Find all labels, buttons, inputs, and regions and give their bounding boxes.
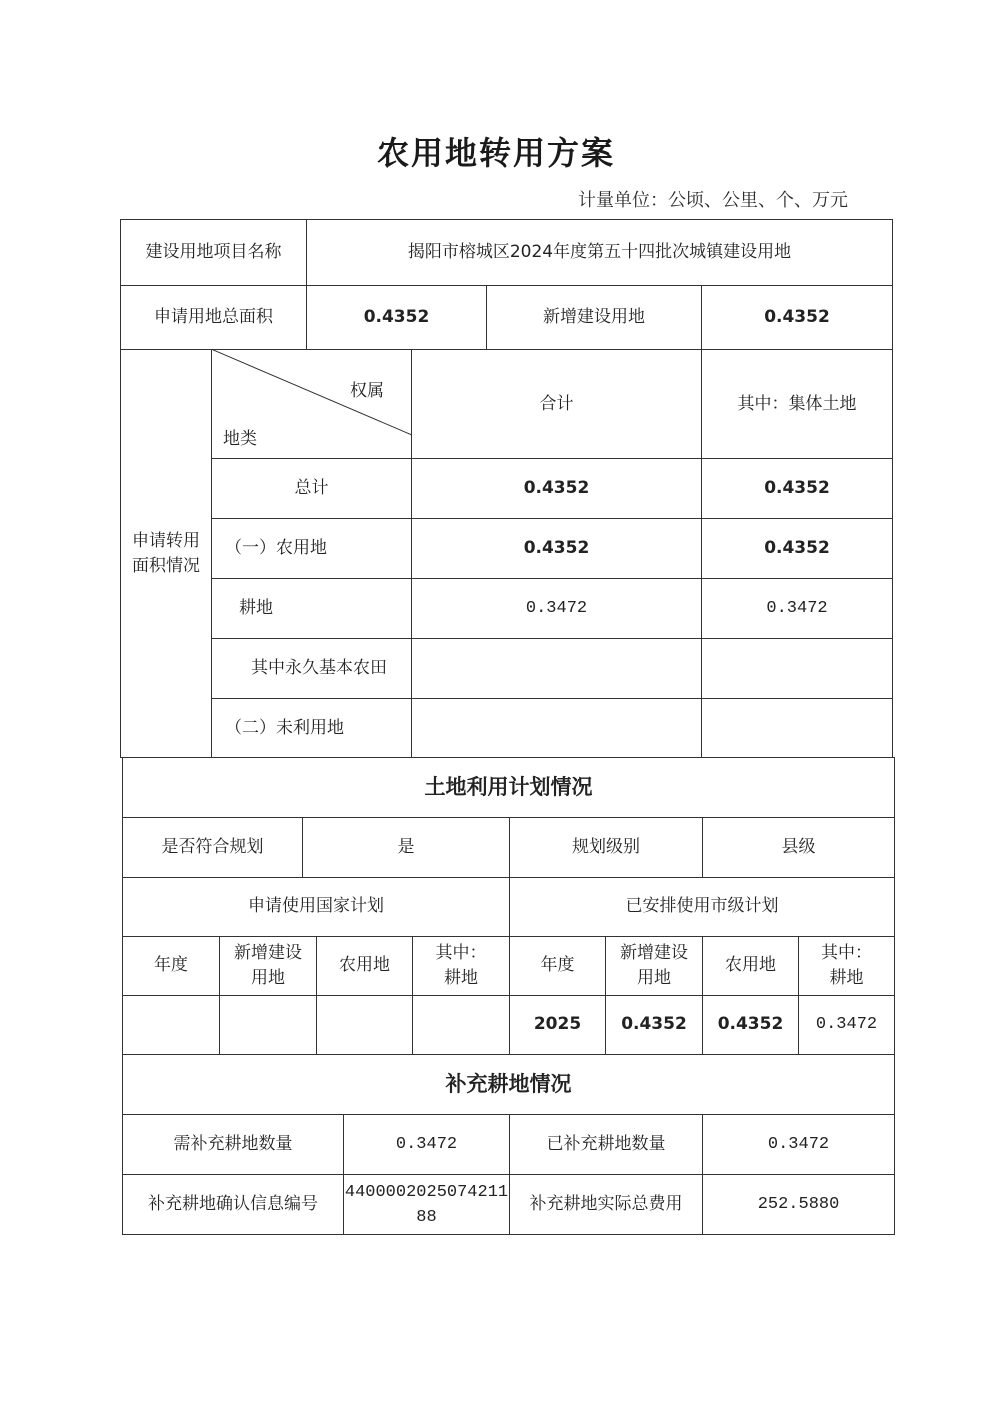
supplement-section-heading: 补充耕地情况 <box>445 1071 572 1096</box>
city-col-cultivated <box>798 936 895 995</box>
row-agricultural-sum: 0.4352 <box>523 537 590 558</box>
total-cost-label: 补充耕地实际总费用 <box>529 1194 683 1214</box>
national-col-year: 年度 <box>154 955 188 975</box>
need-supplement-label: 需补充耕地数量 <box>173 1133 293 1154</box>
row-agricultural-collective: 0.4352 <box>764 537 830 558</box>
diag-header-landtype: 地类 <box>223 428 257 449</box>
city-year-value: 2025 <box>533 1014 582 1034</box>
plan-level-value: 县级 <box>781 836 816 857</box>
new-construction-label: 新增建设用地 <box>543 307 645 327</box>
national-plan-label: 申请使用国家计划 <box>248 896 384 916</box>
row-label-agricultural: （一）农用地 <box>225 537 327 558</box>
row-basic-farmland-collective <box>701 638 893 698</box>
city-new-value: 0.4352 <box>621 1014 687 1034</box>
row-label-cultivated: 耕地 <box>239 597 273 618</box>
need-supplement-value: 0.3472 <box>395 1134 458 1154</box>
row-unused-collective <box>701 698 893 758</box>
national-cult-value <box>412 995 510 1054</box>
national-col-cult-line2: 耕地 <box>444 967 478 988</box>
city-col-farm: 农用地 <box>725 955 776 975</box>
compliance-value: 是 <box>397 836 415 857</box>
conversion-label-line1: 申请转用 <box>132 530 200 551</box>
compliance-label: 是否符合规划 <box>161 836 264 857</box>
row-total-collective: 0.4352 <box>764 477 830 498</box>
conversion-section-label <box>120 349 212 758</box>
national-col-cultivated <box>412 936 510 995</box>
confirmation-id-label: 补充耕地确认信息编号 <box>148 1194 318 1214</box>
confirmation-id-line2: 88 <box>416 1207 437 1227</box>
total-area-label: 申请用地总面积 <box>154 307 273 327</box>
plan-level-label: 规划级别 <box>572 836 640 857</box>
row-total-sum: 0.4352 <box>523 477 590 498</box>
row-label-basic-farmland: 其中永久基本农田 <box>251 657 387 678</box>
confirmation-id-value <box>343 1174 510 1235</box>
project-name-label: 建设用地项目名称 <box>145 241 282 262</box>
unit-note: 计量单位：公顷、公里、个、万元 <box>578 190 848 211</box>
national-col-farm: 农用地 <box>339 955 390 975</box>
national-year-value <box>122 995 220 1054</box>
row-cultivated-collective: 0.3472 <box>766 598 828 618</box>
conversion-label-line2: 面积情况 <box>132 555 200 576</box>
national-col-new-line1: 新增建设 <box>234 942 302 963</box>
city-col-new-line2: 用地 <box>637 967 671 988</box>
new-construction-value: 0.4352 <box>764 307 830 327</box>
total-area-value: 0.4352 <box>363 307 430 327</box>
project-name-value: 揭阳市榕城区2024年度第五十四批次城镇建设用地 <box>407 241 792 262</box>
city-cult-value: 0.3472 <box>815 1015 878 1034</box>
done-supplement-value: 0.3472 <box>767 1134 830 1154</box>
city-col-cult-line2: 耕地 <box>829 967 864 988</box>
row-cultivated-sum: 0.3472 <box>525 598 588 618</box>
total-cost-value: 252.5880 <box>757 1195 840 1214</box>
row-label-total: 总计 <box>294 477 329 498</box>
city-col-new <box>605 936 703 995</box>
col-header-total: 合计 <box>539 393 574 414</box>
done-supplement-label: 已补充耕地数量 <box>546 1133 666 1154</box>
national-col-cult-line1: 其中： <box>435 942 487 963</box>
city-col-year: 年度 <box>540 955 575 975</box>
city-col-cult-line1: 其中： <box>821 942 872 963</box>
confirmation-id-line1: 4400002025074211 <box>344 1182 509 1202</box>
national-col-new-line2: 用地 <box>251 967 285 988</box>
diag-header-ownership: 权属 <box>350 380 384 401</box>
row-basic-farmland-sum <box>411 638 702 698</box>
plan-section-heading: 土地利用计划情况 <box>424 774 593 799</box>
national-new-value <box>219 995 317 1054</box>
col-header-collective: 其中：集体土地 <box>737 393 857 414</box>
page-title: 农用地转用方案 <box>376 134 615 172</box>
row-label-unused: （二）未利用地 <box>225 717 344 738</box>
national-farm-value <box>316 995 413 1054</box>
city-plan-label: 已安排使用市级计划 <box>625 896 779 916</box>
city-col-new-line1: 新增建设 <box>620 942 688 963</box>
national-col-new <box>219 936 317 995</box>
row-unused-sum <box>411 698 702 758</box>
city-farm-value: 0.4352 <box>717 1014 784 1034</box>
